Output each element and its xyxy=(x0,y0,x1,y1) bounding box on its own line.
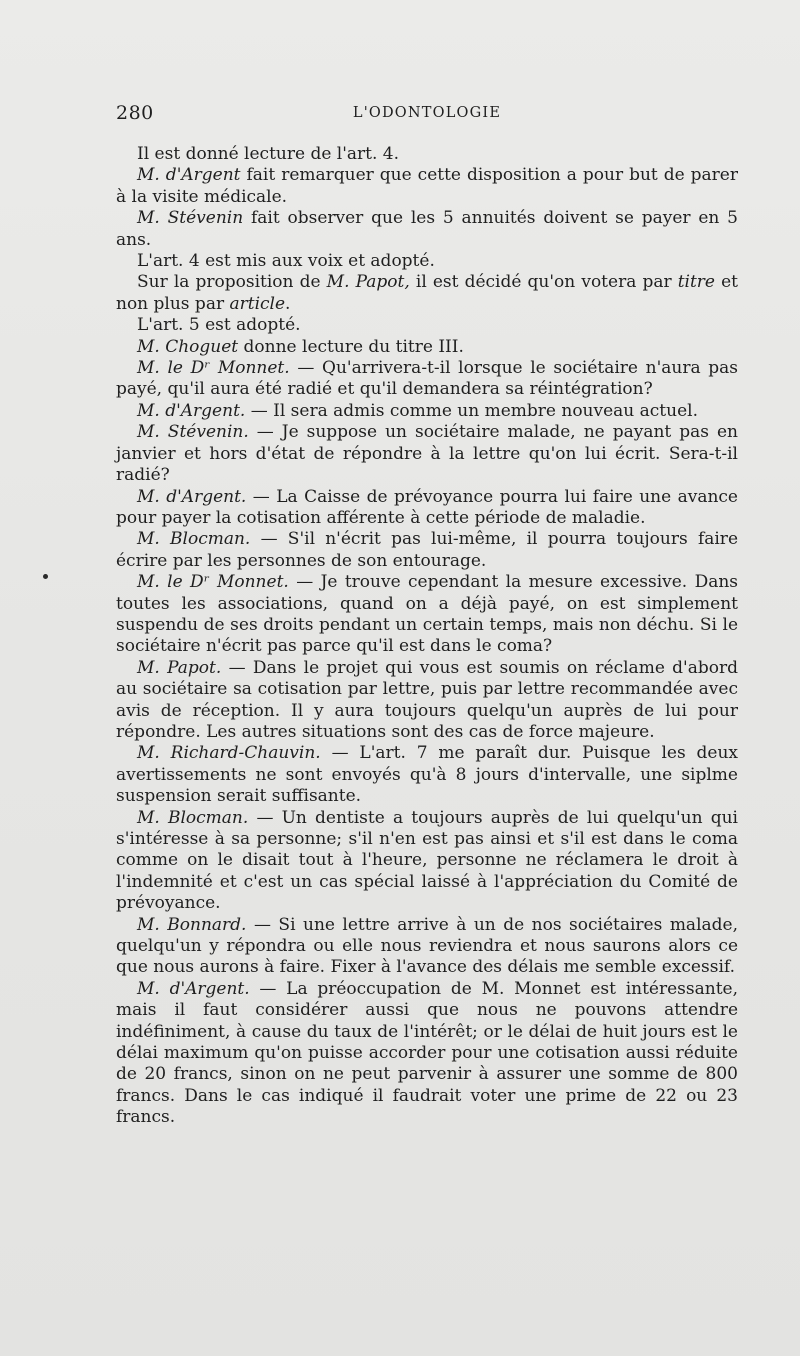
paragraph-text: — Qu'arrivera-t-il lorsque le sociétaire n'aura pas payé, qu'il aura été radié et qu'il demandera sa réintégration? xyxy=(116,358,739,400)
paragraph-text: — S'il n'écrit pas lui-même, il pourra toujours faire écrire par les personnes de son entourage. xyxy=(116,529,738,571)
paragraph-text: — La préoccupation de M. Monnet est intéressante, mais il faut considérer aussi que nous ne pouvons attendre indéfiniment, à cause du taux de l'intérêt; or le délai de huit jours est le délai maximum qu'on puisse accorder pour une cotisation aussi réduite de 20 francs, sinon on ne peut parvenir à assurer une somme de 800 francs. Dans le cas indiqué il faudrait voter une prime de 22 ou 23 francs. xyxy=(116,978,738,1128)
paragraph xyxy=(116,337,738,358)
paragraph-text: — L'art. 7 me paraît dur. Puisque les deux avertissements ne sont envoyés qu'à 8 jours d'intervalle, une siplme suspension serait suffisante. xyxy=(116,743,739,807)
paragraph xyxy=(116,315,738,336)
emphasis-text: titre xyxy=(677,272,715,293)
speaker-name: M. Stévenin. xyxy=(137,422,249,443)
paragraph-text: L'art. 4 est mis aux voix et adopté. xyxy=(137,251,435,272)
paragraph xyxy=(116,487,738,530)
speaker-name: M. Richard-Chauvin. xyxy=(137,743,321,764)
paragraph-text: et non plus par xyxy=(116,272,739,314)
paragraph-text: — La Caisse de prévoyance pourra lui faire une avance pour payer la cotisation afférente à cette période de maladie. xyxy=(116,486,738,528)
paragraph-text: il est décidé qu'on votera par xyxy=(409,272,678,293)
paragraph-text: L'art. 5 est adopté. xyxy=(137,315,301,336)
speaker-name: M. d'Argent. xyxy=(137,400,246,421)
paragraph xyxy=(116,979,738,1129)
speaker-name: M. Papot, xyxy=(326,272,410,293)
paragraph-text: Sur la proposition de xyxy=(137,272,321,293)
speaker-name: M. d'Argent. xyxy=(137,978,250,999)
paragraph xyxy=(116,358,738,401)
margin-mark xyxy=(43,574,48,579)
paragraph xyxy=(116,208,738,251)
running-title: L'ODONTOLOGIE xyxy=(352,105,502,121)
paragraph-text: donne lecture du titre III. xyxy=(243,336,464,357)
paragraph-text: fait remarquer que cette disposition a pour but de parer à la visite médicale. xyxy=(116,165,738,207)
emphasis-text: article xyxy=(229,293,286,314)
paragraph xyxy=(116,572,738,658)
speaker-name: M. Bonnard. xyxy=(137,914,247,935)
paragraph xyxy=(116,422,738,486)
paragraph-text: — Un dentiste a toujours auprès de lui quelqu'un qui s'intéresse à sa personne; s'il n'en est pas ainsi et s'il est dans le coma comme on le disait tout à l'heure, personne ne réclamera le droit à l'indemnité et c'est un cas spécial laissé à l'appréciation du Comité de prévoyance. xyxy=(116,807,738,914)
paragraph xyxy=(116,401,738,422)
paragraph-text: — Il sera admis comme un membre nouveau actuel. xyxy=(250,400,698,421)
speaker-name: M. le Dʳ Monnet. xyxy=(137,572,289,593)
paragraph xyxy=(116,251,738,272)
speaker-name: M. d'Argent xyxy=(137,165,241,186)
speaker-name: M. d'Argent. xyxy=(137,486,247,507)
speaker-name: M. Papot. xyxy=(137,657,222,678)
paragraph xyxy=(116,272,738,315)
paragraph-text: — Je suppose un sociétaire malade, ne payant pas en janvier et hors d'état de répondre à la lettre qu'on lui écrit. Sera-t-il radié? xyxy=(116,422,738,486)
paragraph-text: — Je trouve cependant la mesure excessive. Dans toutes les associations, quand on a déjà payé, on est simplement suspendu de ses droits pendant un certain temps, mais non déchu. Si le sociétaire n'écrit pas parce qu'il est dans le coma? xyxy=(116,572,739,657)
paragraph xyxy=(116,808,738,915)
page-header xyxy=(116,102,738,132)
paragraph xyxy=(116,144,738,165)
paragraph-text: — Dans le projet qui vous est soumis on réclame d'abord au sociétaire sa cotisation par lettre, puis par lettre recommandée avec avis de réception. Il y aura toujours quelqu'un auprès de lui pour répondre. Les autres situations sont des cas de force majeure. xyxy=(116,657,738,742)
speaker-name: M. Stévenin xyxy=(137,208,244,229)
paragraph xyxy=(116,165,738,208)
paragraph xyxy=(116,529,738,572)
paragraph xyxy=(116,658,738,744)
speaker-name: M. Blocman. xyxy=(137,529,251,550)
document-body xyxy=(116,144,738,1129)
speaker-name: M. Choguet xyxy=(137,336,239,357)
paragraph-text: Il est donné lecture de l'art. 4. xyxy=(137,144,400,164)
speaker-name: M. Blocman. xyxy=(137,807,249,828)
paragraph xyxy=(116,915,738,979)
paragraph-text: . xyxy=(285,293,291,314)
paragraph-text: fait observer que les 5 annuités doivent se payer en 5 ans. xyxy=(116,208,738,250)
speaker-name: M. le Dʳ Monnet. xyxy=(137,358,290,379)
paragraph-text: — Si une lettre arrive à un de nos sociétaires malade, quelqu'un y répondra ou elle nous reviendra et nous saurons alors ce que nous aurons à faire. Fixer à l'avance des délais me semble excessif. xyxy=(116,914,738,978)
page-number: 280 xyxy=(116,102,154,124)
paragraph xyxy=(116,743,738,807)
